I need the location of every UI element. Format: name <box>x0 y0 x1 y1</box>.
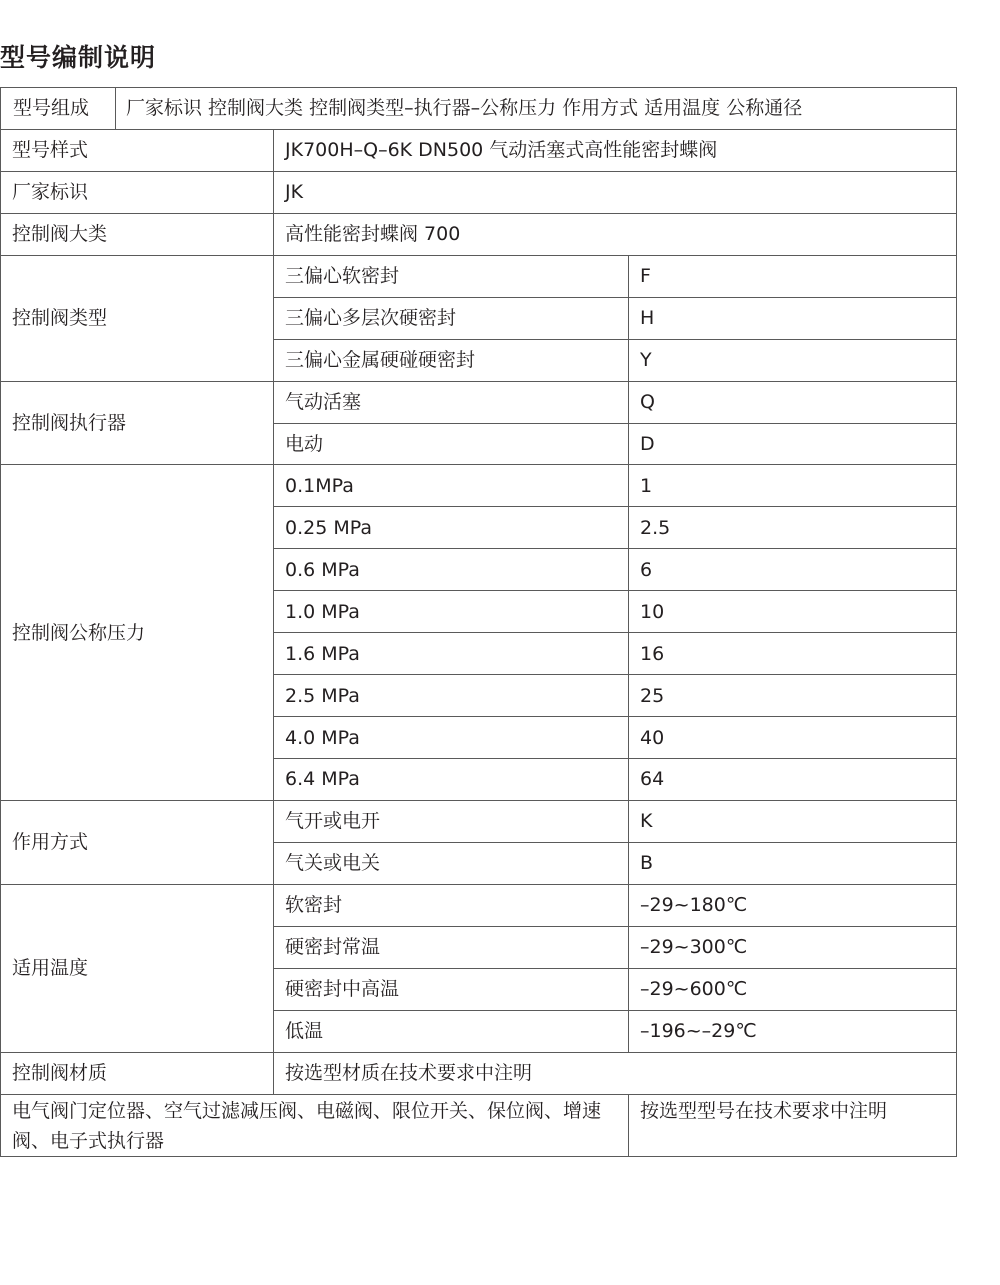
option-code: –29~180℃ <box>629 884 957 926</box>
group-label: 控制阀类型 <box>1 255 274 381</box>
table-row <box>1 800 957 842</box>
option-name: 4.0 MPa <box>274 717 629 759</box>
model-spec-table <box>0 87 957 1157</box>
option-code: Y <box>629 339 957 381</box>
option-name: 三偏心多层次硬密封 <box>274 297 629 339</box>
option-code: Q <box>629 381 957 423</box>
table-row <box>1 465 957 507</box>
option-code: D <box>629 423 957 465</box>
option-code: –196~–29℃ <box>629 1010 957 1052</box>
header-content: 厂家标识 控制阀大类 控制阀类型–执行器–公称压力 作用方式 适用温度 公称通径 <box>116 88 957 130</box>
group-label: 作用方式 <box>1 800 274 884</box>
row-label: 控制阀大类 <box>1 213 274 255</box>
option-code: 10 <box>629 591 957 633</box>
option-name: 硬密封常温 <box>274 926 629 968</box>
option-code: 16 <box>629 633 957 675</box>
option-name: 气开或电开 <box>274 800 629 842</box>
table-row <box>1 884 957 926</box>
option-code: –29~300℃ <box>629 926 957 968</box>
table-row <box>1 213 957 255</box>
option-code: 25 <box>629 675 957 717</box>
option-name: 电动 <box>274 423 629 465</box>
option-name: 0.6 MPa <box>274 549 629 591</box>
row-value: JK700H–Q–6K DN500 气动活塞式高性能密封蝶阀 <box>274 129 957 171</box>
group-label: 控制阀执行器 <box>1 381 274 465</box>
option-name: 6.4 MPa <box>274 759 629 801</box>
option-name: 硬密封中高温 <box>274 968 629 1010</box>
option-code: 2.5 <box>629 507 957 549</box>
row-value: JK <box>274 171 957 213</box>
accessories-value: 按选型型号在技术要求中注明 <box>629 1094 957 1156</box>
option-name: 三偏心金属硬碰硬密封 <box>274 339 629 381</box>
option-name: 三偏心软密封 <box>274 255 629 297</box>
row-label: 控制阀材质 <box>1 1052 274 1094</box>
option-name: 2.5 MPa <box>274 675 629 717</box>
group-label: 适用温度 <box>1 884 274 1052</box>
option-name: 气关或电关 <box>274 842 629 884</box>
option-code: H <box>629 297 957 339</box>
table-row <box>1 129 957 171</box>
accessories-label: 电气阀门定位器、空气过滤减压阀、电磁阀、限位开关、保位阀、增速阀、电子式执行器 <box>1 1094 629 1156</box>
option-name: 1.0 MPa <box>274 591 629 633</box>
table-row <box>1 171 957 213</box>
option-code: K <box>629 800 957 842</box>
row-value: 按选型材质在技术要求中注明 <box>274 1052 957 1094</box>
option-code: B <box>629 842 957 884</box>
table-row <box>1 1094 957 1156</box>
option-name: 气动活塞 <box>274 381 629 423</box>
table-row <box>1 1052 957 1094</box>
row-label: 型号样式 <box>1 129 274 171</box>
option-name: 软密封 <box>274 884 629 926</box>
page-title: 型号编制说明 <box>0 43 157 72</box>
group-label: 控制阀公称压力 <box>1 465 274 801</box>
option-code: 6 <box>629 549 957 591</box>
table-row <box>1 255 957 297</box>
row-label: 厂家标识 <box>1 171 274 213</box>
table-row <box>1 381 957 423</box>
header-row <box>1 88 957 130</box>
option-code: 40 <box>629 717 957 759</box>
option-code: –29~600℃ <box>629 968 957 1010</box>
option-code: 1 <box>629 465 957 507</box>
row-value: 高性能密封蝶阀 700 <box>274 213 957 255</box>
option-name: 0.25 MPa <box>274 507 629 549</box>
option-name: 0.1MPa <box>274 465 629 507</box>
option-name: 低温 <box>274 1010 629 1052</box>
option-code: 64 <box>629 759 957 801</box>
header-label: 型号组成 <box>1 88 116 130</box>
option-code: F <box>629 255 957 297</box>
option-name: 1.6 MPa <box>274 633 629 675</box>
